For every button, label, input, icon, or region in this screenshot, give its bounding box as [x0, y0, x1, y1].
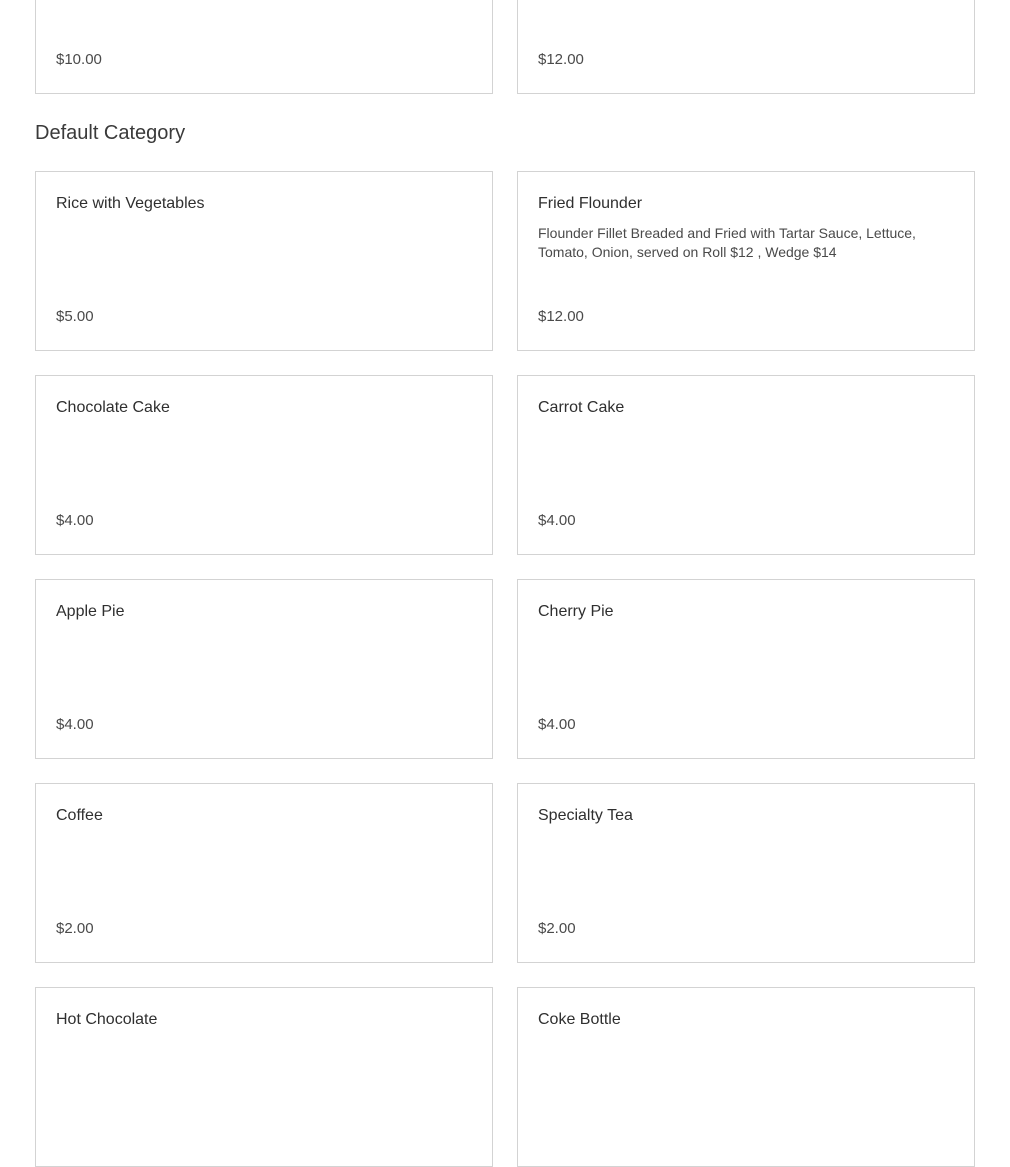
menu-item-price: $10.00	[56, 51, 102, 68]
menu-item-name: Hot Chocolate	[56, 1011, 158, 1028]
menu-item-description: Flounder Fillet Breaded and Fried with Tartar Sauce, Lettuce, Tomato, Onion, served on Roll $12 , Wedge $14	[538, 225, 916, 260]
menu-item-card[interactable]	[517, 987, 975, 1167]
menu-item-name: Coke Bottle	[538, 1011, 621, 1028]
menu-items-grid-top	[35, 0, 975, 94]
menu-item-price: $4.00	[538, 716, 576, 733]
category-title: Default Category	[35, 122, 186, 144]
menu-item-card[interactable]	[517, 375, 975, 555]
menu-item-card[interactable]	[35, 375, 493, 555]
menu-item-name: Fried Flounder	[538, 195, 643, 212]
menu-item-name: Rice with Vegetables	[56, 195, 205, 212]
menu-item-name: Coffee	[56, 807, 103, 824]
menu-item-name: Chocolate Cake	[56, 399, 170, 416]
menu-item-card[interactable]	[35, 783, 493, 963]
menu-item-name: Apple Pie	[56, 603, 125, 620]
menu-item-price: $12.00	[538, 308, 584, 325]
menu-item-card[interactable]	[35, 171, 493, 351]
menu-item-card[interactable]	[517, 783, 975, 963]
menu-item-price: $4.00	[56, 512, 94, 529]
menu-item-card[interactable]	[35, 579, 493, 759]
menu-item-card[interactable]	[517, 579, 975, 759]
menu-item-price: $2.00	[538, 920, 576, 937]
menu-item-card[interactable]	[35, 0, 493, 94]
menu-item-price: $12.00	[538, 51, 584, 68]
menu-item-price: $4.00	[538, 512, 576, 529]
menu-item-name: Cherry Pie	[538, 603, 614, 620]
menu-items-grid	[35, 171, 975, 1167]
menu-item-price: $2.00	[56, 920, 94, 937]
menu-item-price: $5.00	[56, 308, 94, 325]
menu-item-card[interactable]	[517, 0, 975, 94]
menu-item-name: Carrot Cake	[538, 399, 625, 416]
menu-item-price: $4.00	[56, 716, 94, 733]
menu-item-card[interactable]	[517, 171, 975, 351]
menu-item-card[interactable]	[35, 987, 493, 1167]
menu-item-name: Specialty Tea	[538, 807, 633, 824]
